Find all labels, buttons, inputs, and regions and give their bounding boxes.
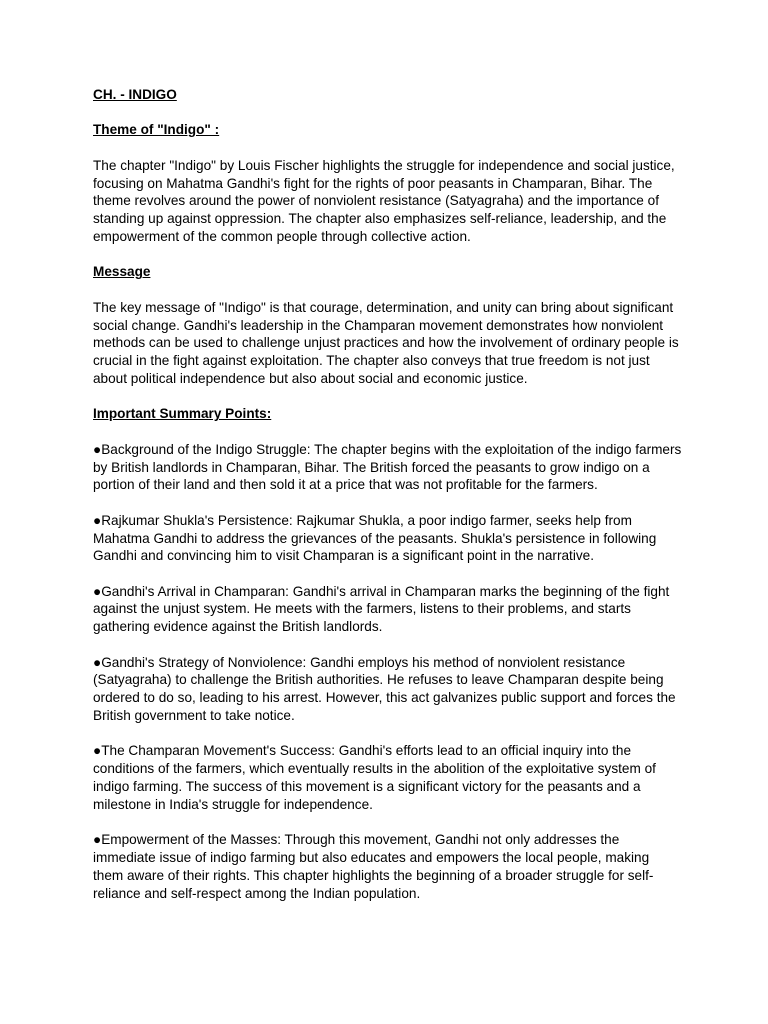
theme-heading: Theme of "Indigo" : bbox=[93, 122, 220, 138]
spacer bbox=[93, 636, 683, 654]
message-paragraph: The key message of "Indigo" is that courage, determination, and unity can bring about significant social change. Gandhi's leadership in the Champaran movement demonstrates how nonviolent methods can be used to challenge unjust practices and how the involvement of ordinary people is crucial in the fight against exploitation. The chapter also conveys that true freedom is not just about political independence but also about social and economic justice. bbox=[93, 299, 679, 386]
chapter-title: CH. - INDIGO bbox=[93, 87, 177, 102]
spacer bbox=[93, 494, 683, 512]
theme-paragraph: The chapter "Indigo" by Louis Fischer highlights the struggle for independence and social justice, focusing on Mahatma Gandhi's fight for the rights of poor peasants in Champaran, Bihar. The theme revolves around the power of nonviolent resistance (Satyagraha) and the importance of standing up against oppression. The chapter also emphasizes self-reliance, leadership, and the empowerment of the common people through collective action. bbox=[93, 157, 675, 244]
spacer bbox=[93, 246, 683, 264]
spacer bbox=[93, 814, 683, 832]
message-heading: Message bbox=[93, 264, 151, 280]
summary-point: ●Background of the Indigo Struggle: The chapter begins with the exploitation of the indigo farmers by British landlords in Champaran, Bihar. The British forced the peasants to grow indigo on a portion of their land and then sold it at a price that was not profitable for the farmers. bbox=[93, 441, 682, 493]
spacer bbox=[93, 139, 683, 157]
spacer bbox=[93, 725, 683, 743]
summary-point: ●The Champaran Movement's Success: Gandhi's efforts lead to an official inquiry into the conditions of the farmers, which eventually results in the abolition of the exploitative system of indigo farming. The success of this movement is a significant victory for the peasants and a milestone in India's struggle for independence. bbox=[93, 743, 656, 812]
spacer bbox=[93, 104, 683, 122]
summary-point: ●Gandhi's Strategy of Nonviolence: Gandhi employs his method of nonviolent resistance (Satyagraha) to challenge the British authorities. He refuses to leave Champaran despite being ordered to do so, leading to his arrest. However, this act galvanizes public support and forces the British government to take notice. bbox=[93, 654, 676, 724]
document-page bbox=[93, 86, 683, 902]
summary-point: ●Gandhi's Arrival in Champaran: Gandhi's arrival in Champaran marks the beginning of the fight against the unjust system. He meets with the farmers, listens to their problems, and starts gathering evidence against the British landlords. bbox=[93, 583, 670, 635]
spacer bbox=[93, 565, 683, 583]
summary-point: ●Rajkumar Shukla's Persistence: Rajkumar Shukla, a poor indigo farmer, seeks help from Mahatma Gandhi to address the grievances of the peasants. Shukla's persistence in following Gandhi and convincing him to visit Champaran is a significant point in the narrative. bbox=[93, 512, 657, 564]
spacer bbox=[93, 388, 683, 406]
spacer bbox=[93, 281, 683, 299]
summary-point: ●Empowerment of the Masses: Through this movement, Gandhi not only addresses the immediate issue of indigo farming but also educates and empowers the local people, making them aware of their rights. This chapter highlights the beginning of a broader struggle for self-reliance and self-respect among the Indian population. bbox=[93, 832, 654, 901]
spacer bbox=[93, 423, 683, 441]
summary-heading: Important Summary Points: bbox=[93, 406, 272, 422]
